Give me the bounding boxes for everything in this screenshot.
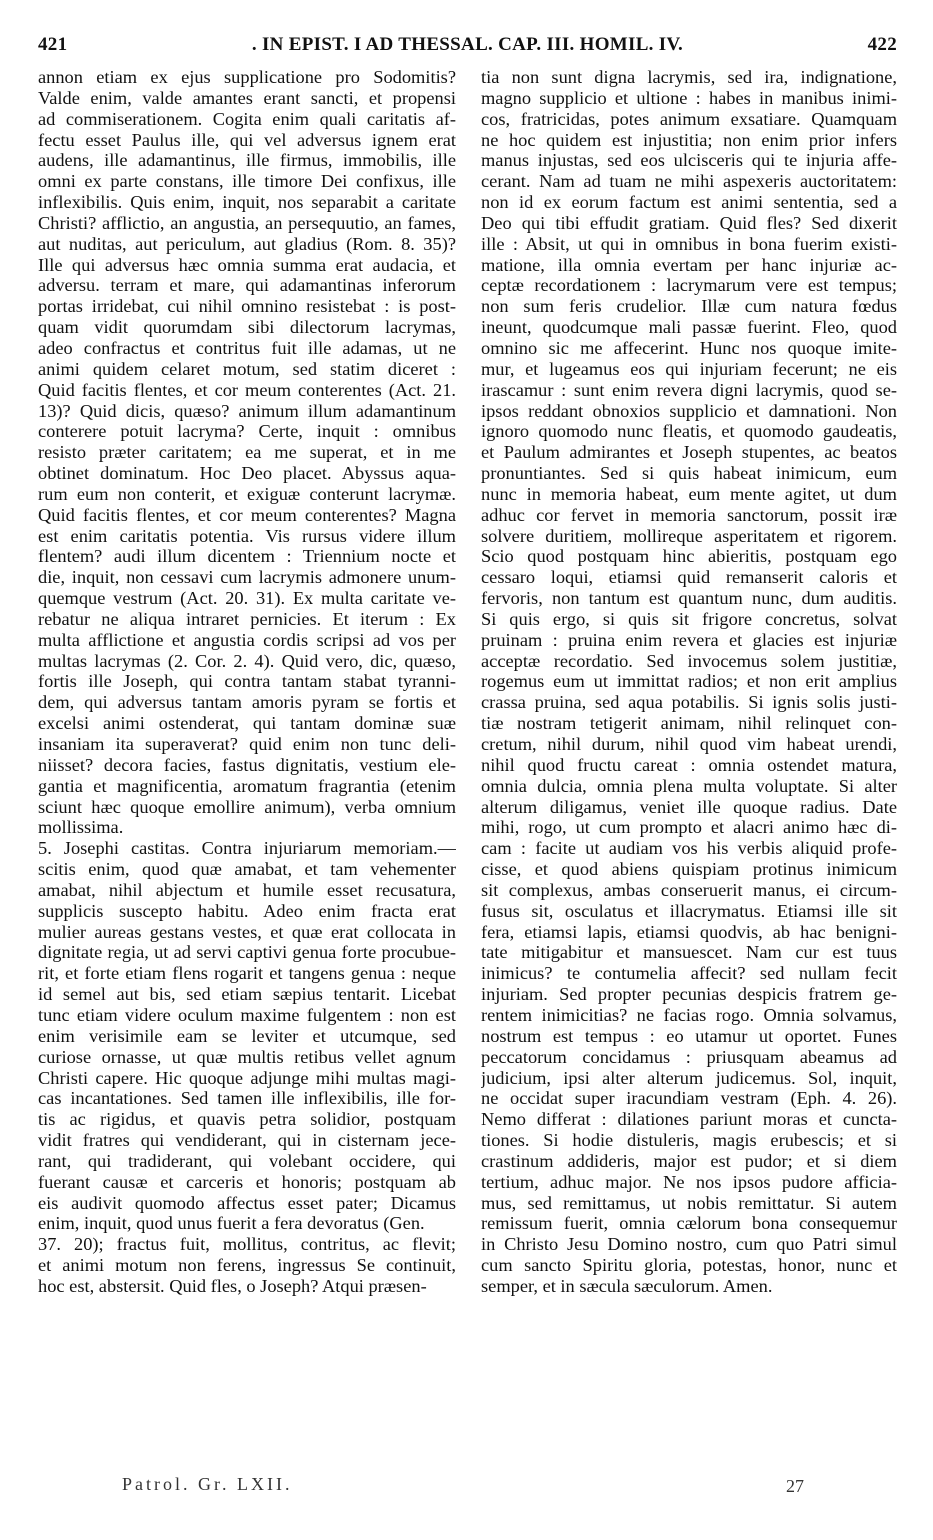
text-line: rentem inimicitias? ne facias rogo. Omnia solvamus, bbox=[481, 1004, 897, 1025]
text-line: sit complexus, ambas conseruerit manus, ei circum- bbox=[481, 879, 897, 900]
text-line: irascamur : sunt enim revera digni lacrymis, quod se- bbox=[481, 379, 897, 400]
text-line: fera, etiamsi lapis, etiamsi quodvis, ab hac benigni- bbox=[481, 921, 897, 942]
text-line: remissum fuerit, omnia cælorum bona consequemur bbox=[481, 1213, 897, 1234]
text-line: enim verisimile eam se leviter et utcumque, sed bbox=[38, 1025, 456, 1046]
left-text-column bbox=[38, 67, 456, 1297]
text-line: Christi? afflictio, an angustia, an persequutio, an fames, bbox=[38, 212, 456, 233]
text-line: quemque vestrum (Act. 20. 31). Ex multa caritate ve- bbox=[38, 588, 456, 609]
text-line: pruinam : pruina enim revera et glacies est injuriæ bbox=[481, 629, 897, 650]
text-line: cum sancto Spiritu gloria, potestas, honor, nunc et bbox=[481, 1255, 897, 1276]
text-line: omnino sic me affecerint. Hunc nos quoque imite- bbox=[481, 337, 897, 358]
text-line: judicium, ipsi alter alterum judicemus. Sol, inquit, bbox=[481, 1067, 897, 1088]
text-line: tiones. Si hodie distuleris, magis erubescis; et si bbox=[481, 1130, 897, 1151]
text-line: peccatorum concidamus : priusquam abeamus ad bbox=[481, 1046, 897, 1067]
text-line: magno supplicio et ultione : habes in manibus inimi- bbox=[481, 87, 897, 108]
text-line: ne occidat super iracundiam vestram (Eph. 4. 26). bbox=[481, 1088, 897, 1109]
text-line: est enim caritatis potentia. Vis rursus videre illum bbox=[38, 525, 456, 546]
text-line: portas irridebat, cui nihil omnino resistebat : is post- bbox=[38, 296, 456, 317]
text-line: inimicus? te contumelia affecit? sed nullam fecit bbox=[481, 963, 897, 984]
text-line: tate mitigabitur et mansuescet. Nam cur est tuus bbox=[481, 942, 897, 963]
text-line: cessaro loqui, etiamsi quid remanserit caloris et bbox=[481, 567, 897, 588]
text-line: aut nuditas, aut periculum, aut gladius (Rom. 8. 35)? bbox=[38, 233, 456, 254]
text-line: amabat, nihil abjectum et humile esset recusatura, bbox=[38, 879, 456, 900]
text-line: semper, et in sæcula sæculorum. Amen. bbox=[481, 1275, 773, 1296]
text-line: cretum, nihil durum, nihil quod vim habeat urendi, bbox=[481, 734, 897, 754]
text-line: Christi capere. Hic quoque adjunge mihi multas magi- bbox=[38, 1067, 456, 1088]
text-line: fusus sit, osculatus et illacrymatus. Etiamsi ille sit bbox=[481, 900, 897, 921]
text-line: mur, et lugeamus eos qui injuriam fecerunt; ne eis bbox=[481, 358, 897, 379]
text-line: conterere potuit lacryma? Certe, inquit : omnibus bbox=[38, 421, 456, 442]
text-line: ignoro quomodo nunc fleatis, et quomodo gaudeatis, bbox=[481, 421, 897, 442]
text-line: non id ex eorum factum est animi sententia, sed a bbox=[481, 192, 897, 213]
text-line: adversu. terram et mare, qui adamantinas inferorum bbox=[38, 275, 456, 296]
page-number-left: 421 bbox=[38, 34, 68, 55]
text-line: fortis ille Joseph, qui contra tantam stabat tyranni- bbox=[38, 671, 456, 692]
text-line: Quid facitis flentes, et cor meum conterentes? Magna bbox=[38, 504, 456, 525]
footer-signature: Patrol. Gr. LXII. bbox=[122, 1474, 293, 1494]
text-line: in Christo Jesu Domino nostro, cum quo Patri simul bbox=[481, 1234, 897, 1255]
running-header bbox=[38, 34, 897, 58]
text-line: id semel aut bis, sed etiam sæpius tentarit. Licebat bbox=[38, 984, 456, 1005]
text-line: acceptæ recordatio. Sed invocemus solem justitiæ, bbox=[481, 650, 897, 671]
text-line: tis ac rigidus, et quavis petra solidior, postquam bbox=[38, 1109, 456, 1130]
text-line: manus injustas, sed eos ulcisceris qui te injuria affe- bbox=[481, 150, 897, 171]
text-line: rogemus eum ut immittat radios; et non erit amplius bbox=[481, 671, 897, 692]
text-line: cisse, et quod abiens quispiam protinus inimicum bbox=[481, 859, 897, 880]
text-line: crastinum addideris, major est pudor; et si diem bbox=[481, 1150, 897, 1171]
text-line: curiose ornasse, ut quæ multis retibus vellet agnum bbox=[38, 1046, 456, 1067]
right-text-column bbox=[481, 67, 897, 1297]
text-line: dignitate regia, ut ad servi captivi genua forte procubue- bbox=[38, 942, 456, 963]
text-line: mus, sed remittamus, ut nobis remittatur. Si autem bbox=[481, 1192, 897, 1213]
text-line: ineunt, quodcumque mali passæ fuerint. Fleo, quod bbox=[481, 317, 897, 338]
header-title: . IN EPIST. I AD THESSAL. CAP. III. HOMIL. IV. bbox=[251, 34, 684, 55]
text-line: annon etiam ex ejus supplicatione pro Sodomitis? bbox=[38, 67, 456, 87]
text-line: 5. Josephi castitas. Contra injuriarum memoriam.— bbox=[38, 838, 456, 859]
text-line: omnia dulcia, omnia plena multa voluptate. Si alter bbox=[481, 775, 897, 796]
text-line: die, inquit, non cessavi cum lacrymis admonere unum- bbox=[38, 567, 456, 588]
text-line: rum eum non conterit, et exiguæ conterunt lacrymæ. bbox=[38, 483, 456, 504]
text-line: cos, fratricidas, potes animum exsatiare. Quamquam bbox=[481, 108, 897, 129]
text-line: hoc est, abstersit. Quid fles, o Joseph? Atqui præsen- bbox=[38, 1275, 427, 1296]
text-line: audens, ille adamantinus, ille firmus, immobilis, ille bbox=[38, 150, 456, 171]
text-line: fectu esset Paulus ille, qui vel adversus ignem erat bbox=[38, 129, 456, 150]
text-line: cerant. Nam ad tuam ne mihi aspexeris auctoritatem: bbox=[481, 171, 897, 192]
text-line: solvere duritiem, mollireque asperitatem et rigorem. bbox=[481, 525, 897, 546]
text-line: rebatur ne aliqua intraret pernicies. Et iterum : Ex bbox=[38, 608, 456, 629]
text-line: 13)? Quid dicis, quæso? animum illum adamantinum bbox=[38, 400, 456, 421]
text-line: 37. 20); fractus fuit, mollitus, contritus, ac flevit; bbox=[38, 1234, 456, 1255]
text-line: obtinet dominatum. Hoc Deo placet. Abyssus aqua- bbox=[38, 463, 456, 484]
text-line: ipsos reddant obnoxios supplicio et damnationi. Non bbox=[481, 400, 897, 421]
text-line: crassa pruina, sed aqua potabilis. Si ignis solis justi- bbox=[481, 692, 897, 713]
text-line: multas lacrymas (2. Cor. 2. 4). Quid vero, dic, quæso, bbox=[38, 650, 456, 671]
text-line: ceptæ recordationem : lacrymarum vere est tempus; bbox=[481, 275, 897, 296]
text-line: fervoris, non tantum est quantum nunc, dum auditis. bbox=[481, 588, 897, 609]
text-line: Valde enim, valde amantes erant sancti, et propensi bbox=[38, 87, 456, 108]
text-line: niisset? decora facies, fastus dignitatis, vestium ele- bbox=[38, 754, 456, 775]
text-line: Ille qui adversus hæc omnia summa erat audacia, et bbox=[38, 254, 456, 275]
text-line: Deo qui tibi effudit gratiam. Quid fles? Sed dixerit bbox=[481, 212, 897, 233]
text-line: multa afflictione et angustia cordis scripsi ad vos per bbox=[38, 629, 456, 650]
text-line: Nemo differat : dilationes pariunt moras et cuncta- bbox=[481, 1109, 897, 1130]
text-line: cam : facite ut audiam vos his verbis aliquid profe- bbox=[481, 838, 897, 859]
text-line: alterum diligamus, veniet ille quoque radius. Date bbox=[481, 796, 897, 817]
text-line: mihi, rogo, ut cum prompto et alacri animo hæc di- bbox=[481, 817, 897, 838]
text-line: non sum feris crudelior. Illæ cum natura fœdus bbox=[481, 296, 897, 317]
text-line: nostrum est tempus : eo utamur ut oportet. Funes bbox=[481, 1025, 897, 1046]
text-line: scitis enim, quod quæ amabat, et tam vehementer bbox=[38, 859, 456, 880]
text-line: omni ex parte constans, ille timore Dei confixus, ille bbox=[38, 171, 456, 192]
text-line: tia non sunt digna lacrymis, sed ira, indignatione, bbox=[481, 67, 897, 87]
text-line: rit, et forte etiam flens rogarit et tangens genua : neque bbox=[38, 963, 456, 984]
text-line: injuriam. Sed propter pecunias despicis fratrem ge- bbox=[481, 984, 897, 1005]
text-line: insaniam ita superaverat? quid enim non tunc deli- bbox=[38, 734, 456, 754]
text-line: sciunt hæc quoque emollire animum), verba omnium bbox=[38, 796, 456, 817]
text-line: matione, illa omnia evertam per hanc injuriæ ac- bbox=[481, 254, 897, 275]
text-line: resisto præter caritatem; ea me superat, et in me bbox=[38, 442, 456, 463]
text-line: et animi motum non ferens, ingressus Se continuit, bbox=[38, 1255, 456, 1276]
text-line: flentem? audi illum dicentem : Triennium nocte et bbox=[38, 546, 456, 567]
text-line: enim, inquit, quod unus fuerit a fera devoratus (Gen. bbox=[38, 1213, 425, 1234]
text-line: ne hoc quidem est injustitia; non enim prior infers bbox=[481, 129, 897, 150]
text-line: nihil quod fructu careat : omnia ostendet matura, bbox=[481, 754, 897, 775]
text-line: eis audivit quomodo affectus esset pater; Dicamus bbox=[38, 1192, 456, 1213]
text-line: fuerant causæ et carceris et honoris; postquam ab bbox=[38, 1171, 456, 1192]
text-line: adeo confractus et contritus fuit ille adamas, ut ne bbox=[38, 337, 456, 358]
text-line: Scio quod postquam hinc abieritis, postquam ego bbox=[481, 546, 897, 567]
text-line: supplicis suscepto habitu. Adeo enim fracta erat bbox=[38, 900, 456, 921]
text-line: inflexibilis. Quis enim, inquit, nos separabit a caritate bbox=[38, 192, 456, 213]
text-line: nunc in memoria habeat, eum mente agitet, ut dum bbox=[481, 483, 897, 504]
text-line: excelsi animi ostenderat, qui tantam dominæ suæ bbox=[38, 713, 456, 734]
text-line: Si quis ergo, si quis sit frigore concretus, solvat bbox=[481, 608, 897, 629]
text-line: tertium, adhuc major. Ne nos ipsos pudore afficia- bbox=[481, 1171, 897, 1192]
text-line: tiæ nostram tetigerit animam, nihil relinquet con- bbox=[481, 713, 897, 734]
text-line: rant, qui tradiderant, qui volebant occidere, qui bbox=[38, 1150, 456, 1171]
text-line: adhuc cor fervet in memoria sanctorum, possit iræ bbox=[481, 504, 897, 525]
text-line: dem, qui adversus tantam amoris pyram se fortis et bbox=[38, 692, 456, 713]
text-line: pronuntiantes. Sed si quis habeat inimicum, eum bbox=[481, 463, 897, 484]
footer-number: 27 bbox=[786, 1476, 804, 1496]
page-number-right: 422 bbox=[867, 34, 897, 55]
text-line: cas incantationes. Sed tamen ille inflexibilis, ille for- bbox=[38, 1088, 456, 1109]
text-line: et Paulum admirantes et Joseph stupentes, ac beatos bbox=[481, 442, 897, 463]
text-line: Quid facitis flentes, et cor meum conterentes (Act. 21. bbox=[38, 379, 456, 400]
text-line: mollissima. bbox=[38, 817, 124, 838]
text-line: quam vidit quorumdam sibi dilectorum lacrymas, bbox=[38, 317, 456, 338]
text-line: tunc etiam videre oculum maxime fulgentem : non est bbox=[38, 1004, 456, 1025]
text-line: ad commiserationem. Cogita enim quali caritatis af- bbox=[38, 108, 456, 129]
text-line: animi quidem celaret motum, sed statim diceret : bbox=[38, 358, 456, 379]
text-line: mulier aureas gestans vestes, et quæ erat collocata in bbox=[38, 921, 456, 942]
text-line: vidit fratres qui vendiderant, qui in cisternam jece- bbox=[38, 1130, 456, 1151]
text-line: gantia et magnificentia, aromatum fragrantia (etenim bbox=[38, 775, 456, 796]
text-line: ille : Absit, ut qui in omnibus in bona fuerim existi- bbox=[481, 233, 897, 254]
